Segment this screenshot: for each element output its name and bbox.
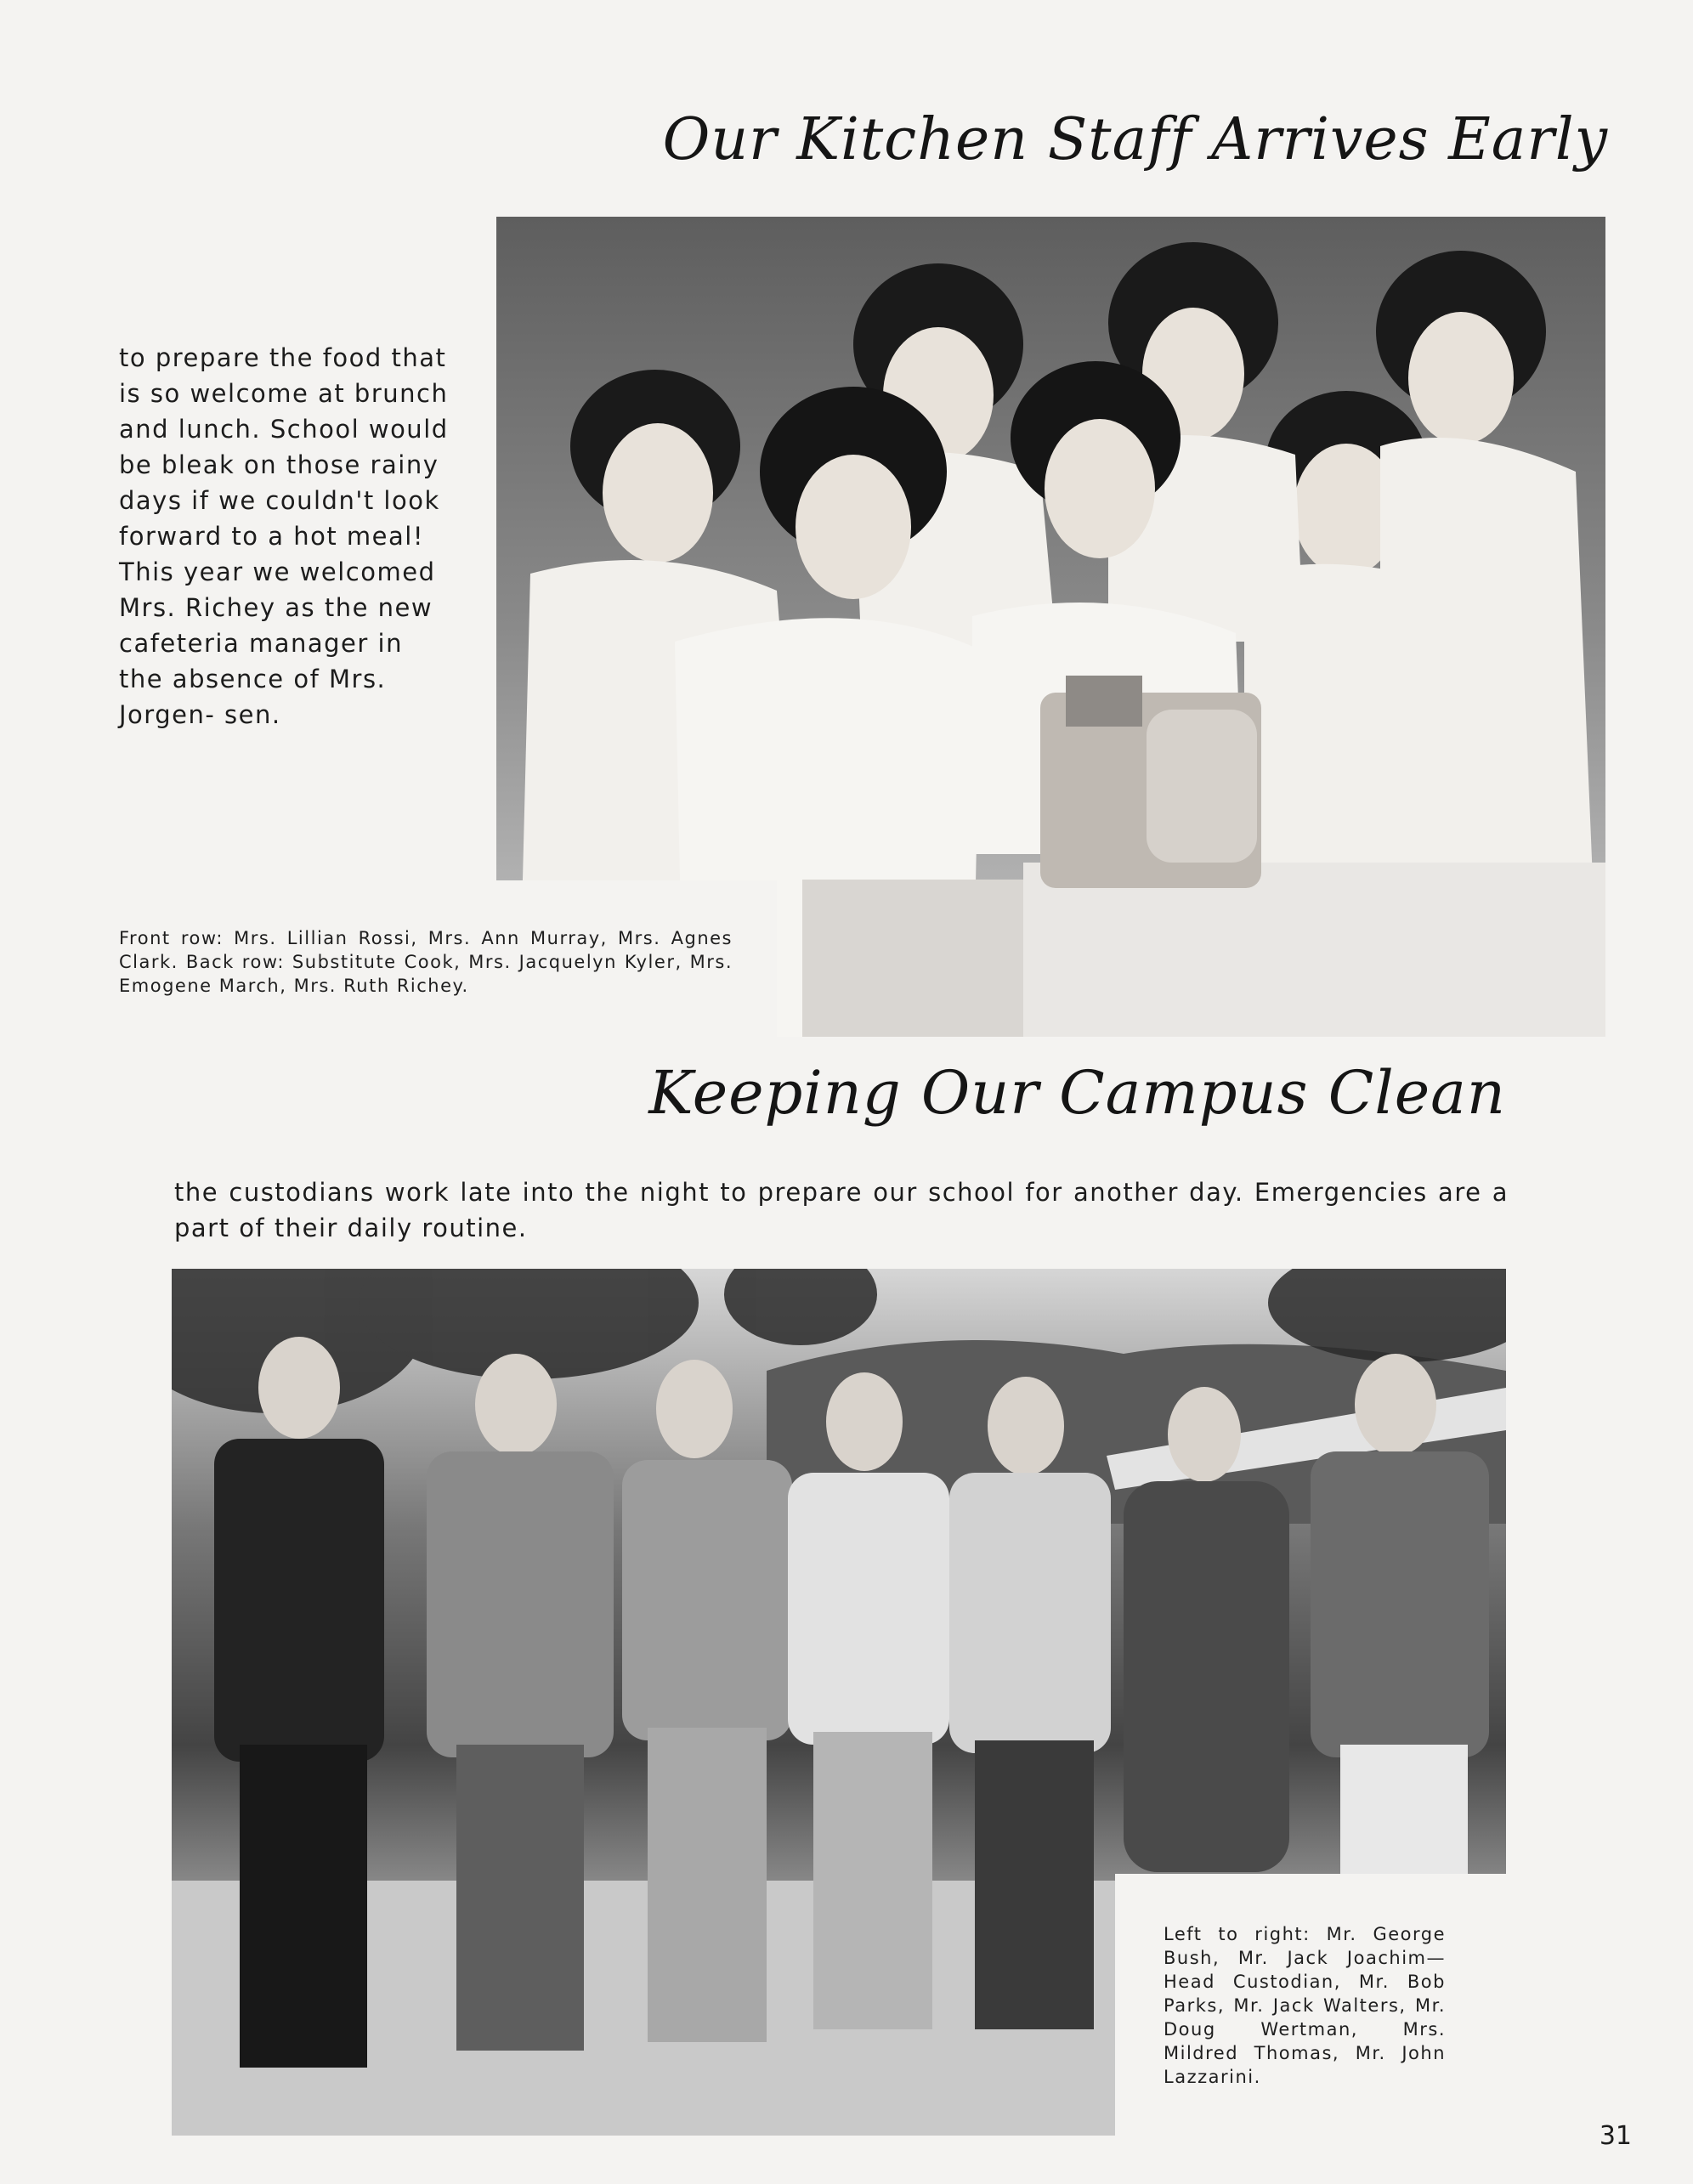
custodians-photo-caption: Left to right: Mr. George Bush, Mr. Jack Joachim— Head Custodian, Mr. Bob Parks, Mr. Jack Walters, Mr. Doug Wertman, Mrs. Mildred Thomas, Mr. John Lazzarini. — [1164, 1924, 1446, 2087]
custodians-intro-text: the custodians work late into the night to prepare our school for another day. Emergencies are a part of their daily routine. — [174, 1178, 1509, 1242]
kitchen-photo-caption: Front row: Mrs. Lillian Rossi, Mrs. Ann Murray, Mrs. Agnes Clark. Back row: Substitute Cook, Mrs. Jacquelyn Kyler, Mrs. Emogene March, Mrs. Ruth Richey. — [119, 928, 733, 996]
kitchen-staff-heading: Our Kitchen Staff Arrives Early — [662, 106, 1608, 173]
custodians-heading: Keeping Our Campus Clean — [648, 1058, 1506, 1128]
kitchen-intro-text: to prepare the food that is so welcome at brunch and lunch. School would be bleak on those rainy days if we couldn't look forward to a hot meal! This year we welcomed Mrs. Richey as the new cafeteria manager in the absence of Mrs. Jorgen- sen. — [119, 343, 449, 729]
page-number: 31 — [1599, 2121, 1632, 2151]
